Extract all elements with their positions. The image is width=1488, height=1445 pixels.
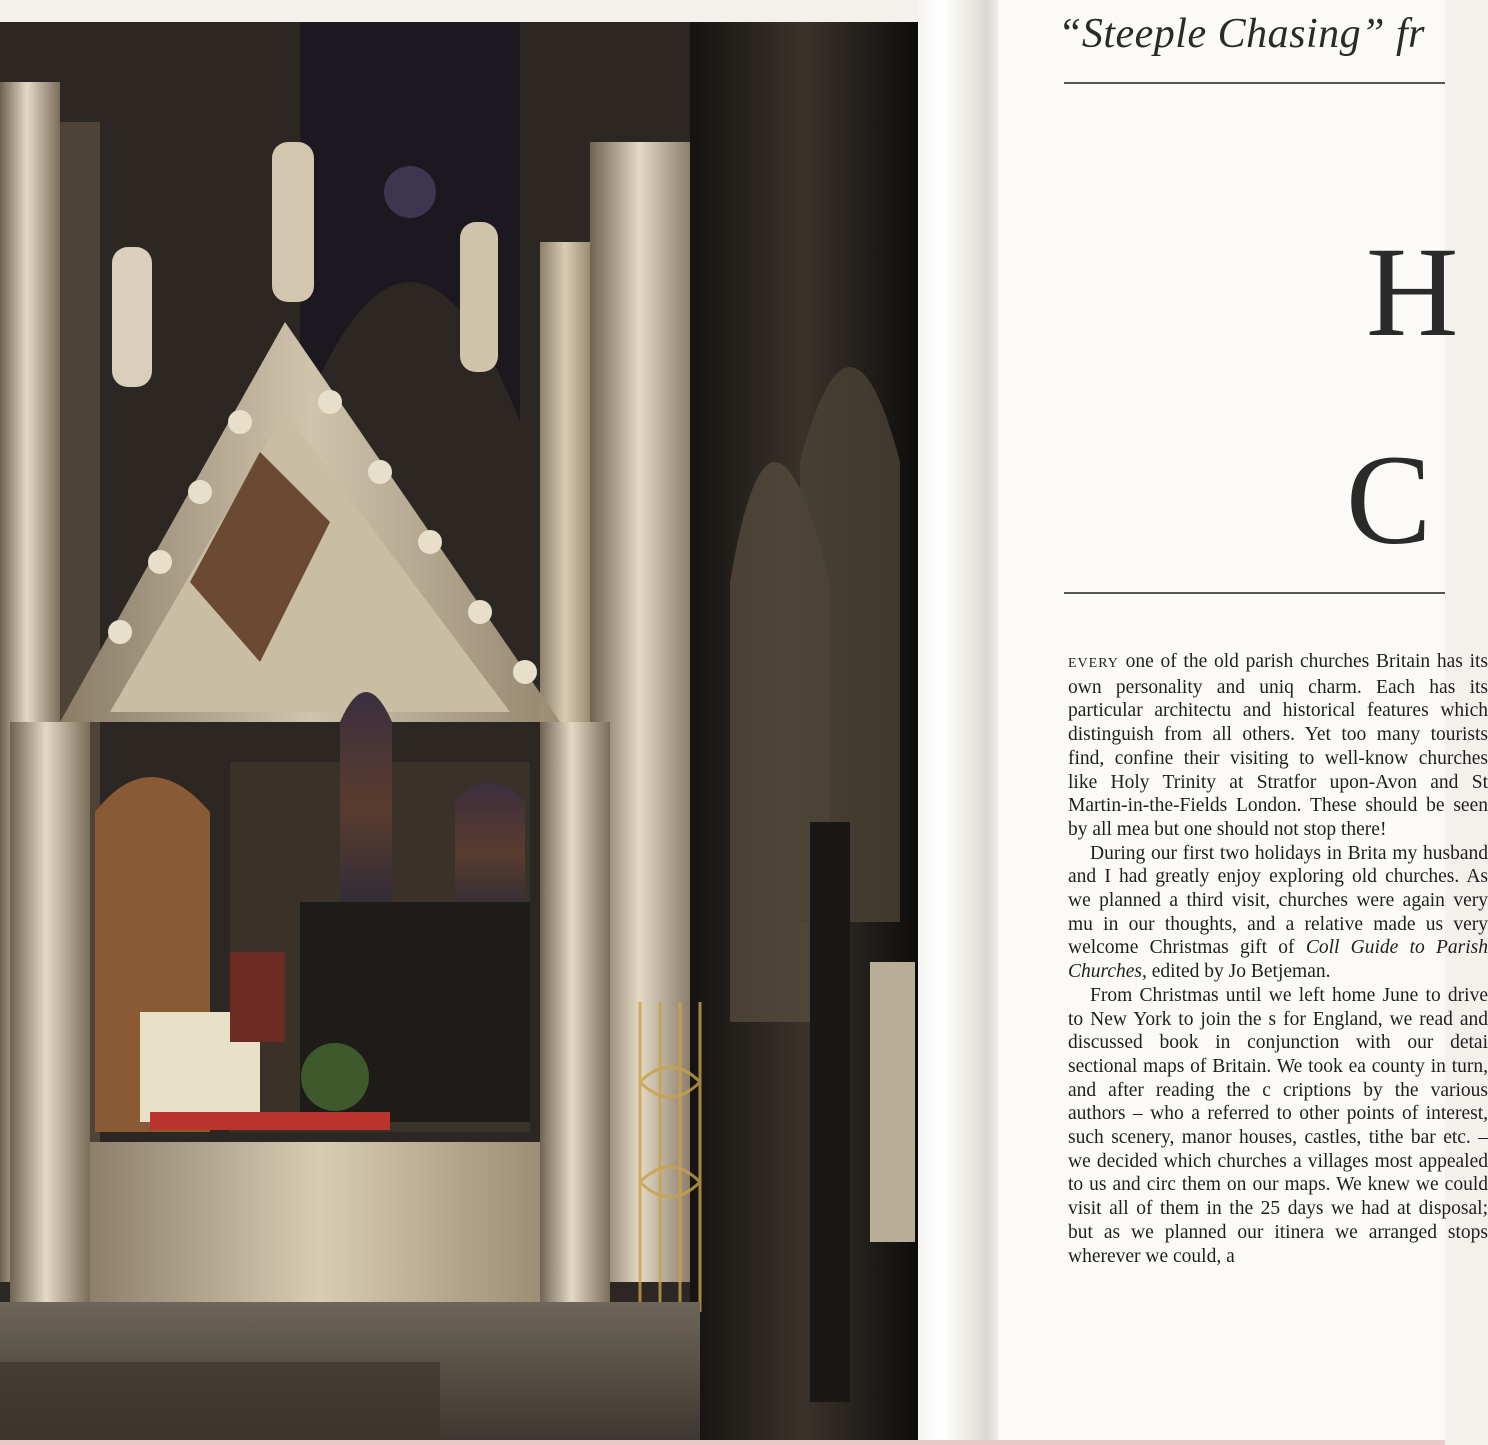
running-head: “Steeple Chasing” fr (1058, 11, 1426, 57)
top-rule (1064, 82, 1445, 84)
lead-word: EVERY (1068, 656, 1119, 671)
headline-line-1: H (1366, 221, 1459, 363)
paragraph-3: From Christmas until we left home June to drive to New York to join the s for England, we read and discussed book in conjunction with our detai sectional maps of Britain. We took ea county in turn, and after reading the c criptions by the various authors – who a referred to other points of interest, such scenery, manor houses, castles, tithe bar etc. – we decided which churches a villages most appealed to us and circ them on our maps. We knew we could visit all of them in the 25 days we had at disposal; but as we planned our itinera we arranged stops wherever we could, a (1068, 984, 1488, 1267)
paragraph-2-text-a: During our first two holidays in Brita my husband and I had greatly enjoy exploring old churches. As we planned a third visit, churches were again very mu in our thoughts, and a relative made us very welcome Christmas gift of (1068, 842, 1488, 959)
paragraph-2-text-b: , edited by Jo Betjeman. (1142, 961, 1331, 983)
cathedral-interior-illustration (0, 22, 918, 1440)
bottom-edge (0, 1440, 1445, 1445)
cathedral-photo (0, 22, 918, 1440)
page-gutter (918, 0, 998, 1445)
paragraph-1-text: one of the old parish churches Britain has its own personality and uniq charm. Each has its particular architectu and historical features which distinguish from all others. Yet too many tourists find, confine their visiting to well-know churches like Holy Trinity at Stratfor upon-Avon and St Martin-in-the-Fields London. These should be seen by all mea but one should not stop there! (1068, 651, 1488, 840)
headline-line-2: C (1346, 429, 1432, 571)
book-title: Coll Guide to Parish Churches (1068, 937, 1488, 983)
text-page (998, 0, 1488, 1445)
article-body (1068, 650, 1488, 1268)
paragraph-2 (1068, 842, 1488, 984)
paragraph-1 (1068, 650, 1488, 842)
bottom-rule (1064, 592, 1445, 594)
